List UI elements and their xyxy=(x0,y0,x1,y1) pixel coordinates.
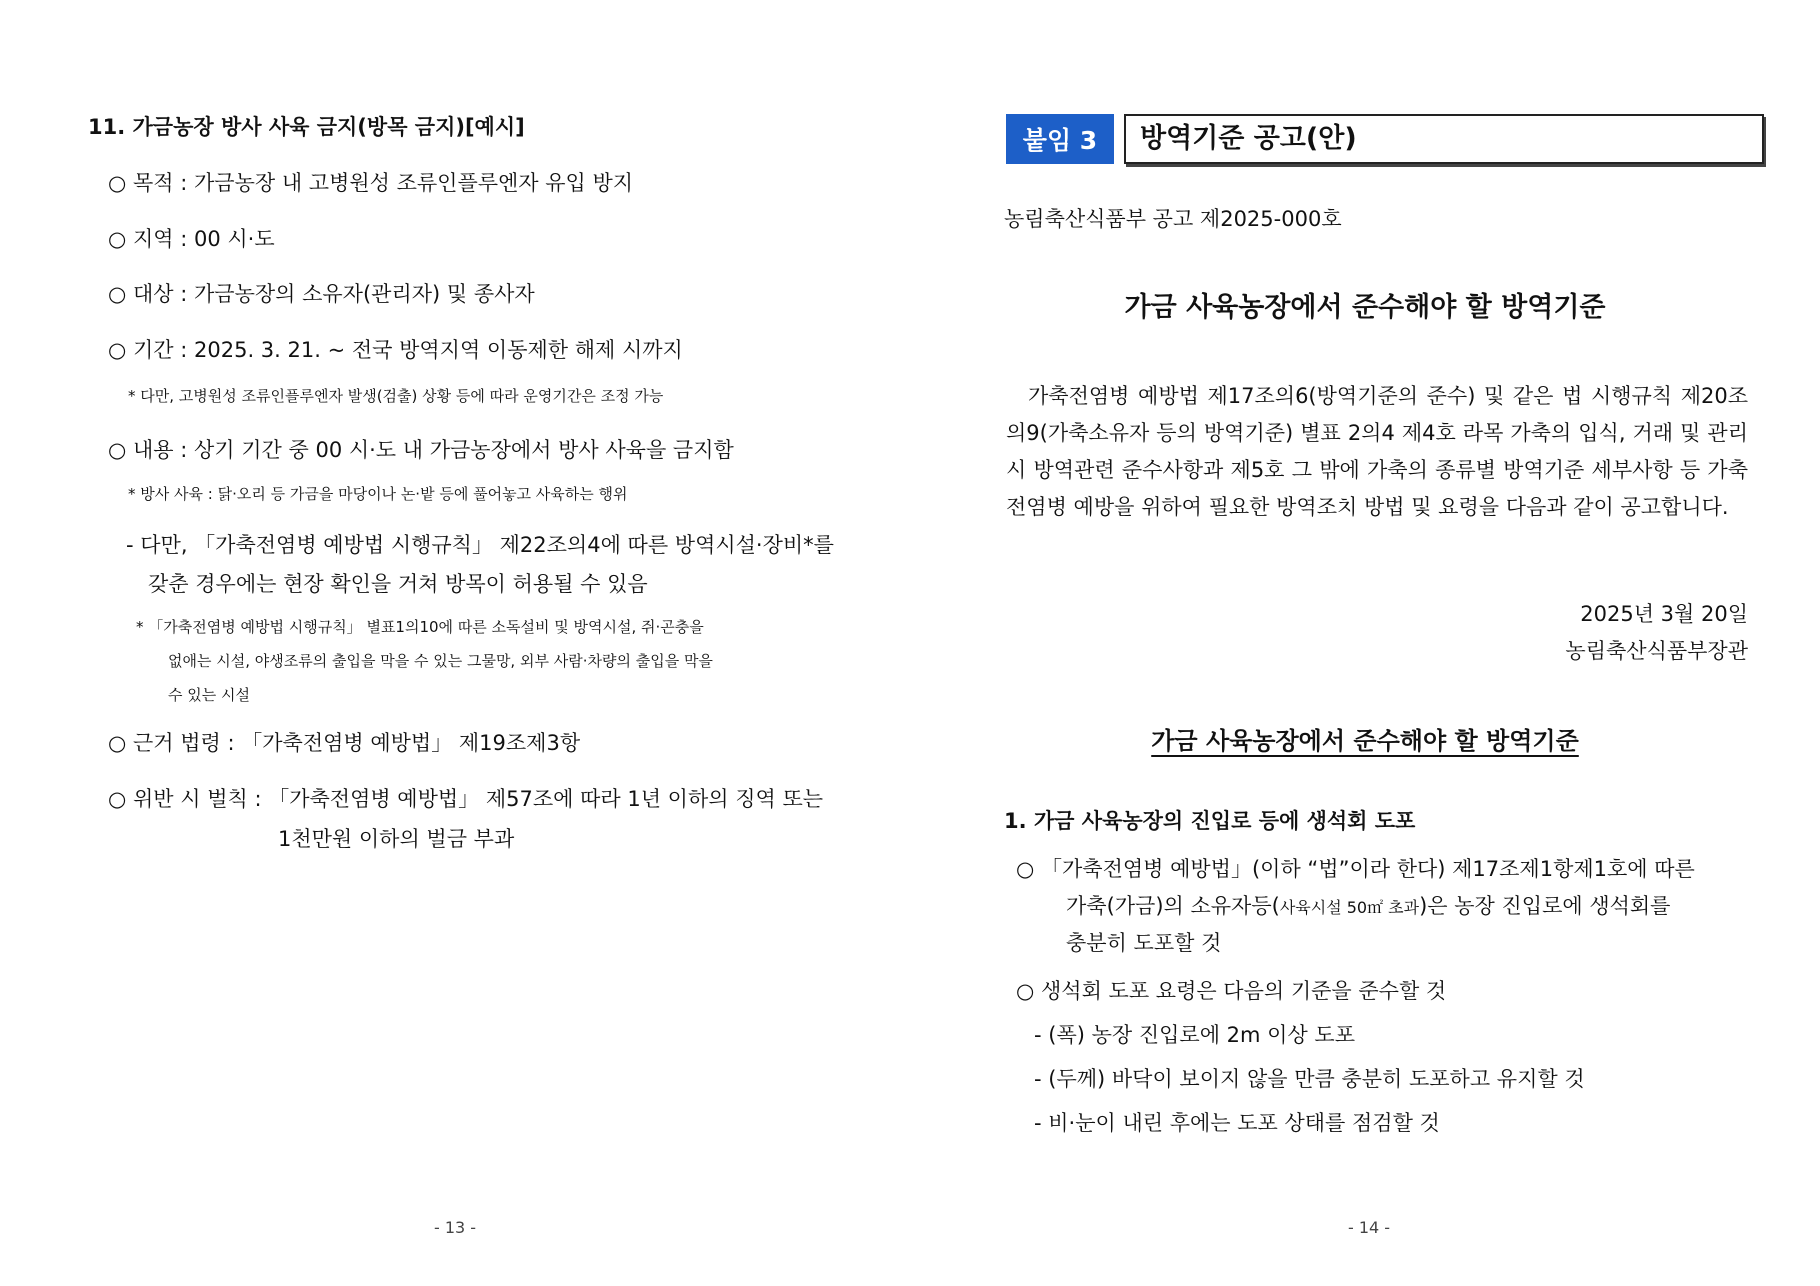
notice-number: 농림축산식품부 공고 제2025-000호 xyxy=(1004,207,1342,231)
target-item: ○ 대상 : 가금농장의 소유자(관리자) 및 종사자 xyxy=(108,282,535,306)
sub-title: 가금 사육농장에서 준수해야 할 방역기준 xyxy=(1151,727,1579,755)
item-1-line-2-part-a: 가축(가금)의 소유자등( xyxy=(1066,894,1280,918)
item-1-line-2-part-b: 사육시설 50㎡ 초과 xyxy=(1279,898,1420,917)
penalty-line-2: 1천만원 이하의 벌금 부과 xyxy=(278,827,515,851)
notice-issuer: 농림축산식품부장관 xyxy=(1565,639,1748,663)
purpose-item: ○ 목적 : 가금농장 내 고병원성 조류인플루엔자 유입 방지 xyxy=(108,171,634,195)
penalty-line-1: ○ 위반 시 벌칙 : 「가축전염병 예방법」 제57조에 따라 1년 이하의 징역 또는 xyxy=(108,787,824,811)
section-heading-11: 11. 가금농장 방사 사육 금지(방목 금지)[예시] xyxy=(88,115,525,139)
exception-note-line-1: * 「가축전염병 예방법 시행규칙」 별표1의10에 따른 소독설비 및 방역시설, 쥐·곤충을 xyxy=(136,618,704,636)
dash-item-width: - (폭) 농장 진입로에 2m 이상 도포 xyxy=(1034,1023,1355,1047)
right-page xyxy=(910,0,1820,1286)
item-2: ○ 생석회 도포 요령은 다음의 기준을 준수할 것 xyxy=(1016,979,1447,1003)
dash-item-thickness: - (두께) 바닥이 보이지 않을 만큼 충분히 도포하고 유지할 것 xyxy=(1034,1067,1585,1091)
page-number: - 13 - xyxy=(434,1218,477,1237)
notice-paragraph: 가축전염병 예방법 제17조의6(방역기준의 준수) 및 같은 법 시행규칙 제20조의9(가축소유자 등의 방역기준) 별표 2의4 제4호 라목 가축의 입식, 거래 및 관리 시 방역관련 준수사항과 제5호 그 밖에 가축의 종류별 방역기준 세부사항 등 가축전염병 예방을 위하여 필요한 방역조치 방법 및 요령을 다음과 같이 공고합니다. xyxy=(1006,384,1748,519)
attachment-badge: 붙임 3 xyxy=(1006,114,1114,164)
exception-note-line-3: 수 있는 시설 xyxy=(168,686,250,704)
item-1-line-2-part-c: )은 농장 진입로에 생석회를 xyxy=(1419,894,1671,918)
item-1-line-1: ○ 「가축전염병 예방법」(이하 “법”이라 한다) 제17조제1항제1호에 따른 xyxy=(1016,857,1695,881)
legal-basis-item: ○ 근거 법령 : 「가축전염병 예방법」 제19조제3항 xyxy=(108,731,581,755)
exception-note-line-2: 없애는 시설, 야생조류의 출입을 막을 수 있는 그물망, 외부 사람·차량의 출입을 막을 xyxy=(168,652,713,670)
exception-line-2: 갖춘 경우에는 현장 확인을 거쳐 방목이 허용될 수 있음 xyxy=(148,572,648,596)
region-item: ○ 지역 : 00 시·도 xyxy=(108,227,275,251)
notice-date: 2025년 3월 20일 xyxy=(1580,602,1748,626)
page-number: - 14 - xyxy=(1348,1218,1391,1237)
section-heading-1: 1. 가금 사육농장의 진입로 등에 생석회 도포 xyxy=(1004,809,1416,833)
item-1-line-3: 충분히 도포할 것 xyxy=(1066,931,1222,955)
item-1-line-2 xyxy=(1066,891,1670,923)
content-note: * 방사 사육 : 닭·오리 등 가금을 마당이나 논·밭 등에 풀어놓고 사육하는 행위 xyxy=(128,485,628,503)
dash-item-inspection: - 비·눈이 내린 후에는 도포 상태를 점검할 것 xyxy=(1034,1111,1440,1135)
notice-title-box: 방역기준 공고(안) xyxy=(1124,114,1764,164)
exception-line-1: - 다만, 「가축전염병 예방법 시행규칙」 제22조의4에 따른 방역시설·장비*를 xyxy=(126,533,834,557)
period-note: * 다만, 고병원성 조류인플루엔자 발생(검출) 상황 등에 따라 운영기간은 조정 가능 xyxy=(128,387,664,405)
period-item: ○ 기간 : 2025. 3. 21. ~ 전국 방역지역 이동제한 해제 시까지 xyxy=(108,338,683,362)
content-item: ○ 내용 : 상기 기간 중 00 시·도 내 가금농장에서 방사 사육을 금지함 xyxy=(108,438,734,462)
main-title: 가금 사육농장에서 준수해야 할 방역기준 xyxy=(1124,292,1606,323)
